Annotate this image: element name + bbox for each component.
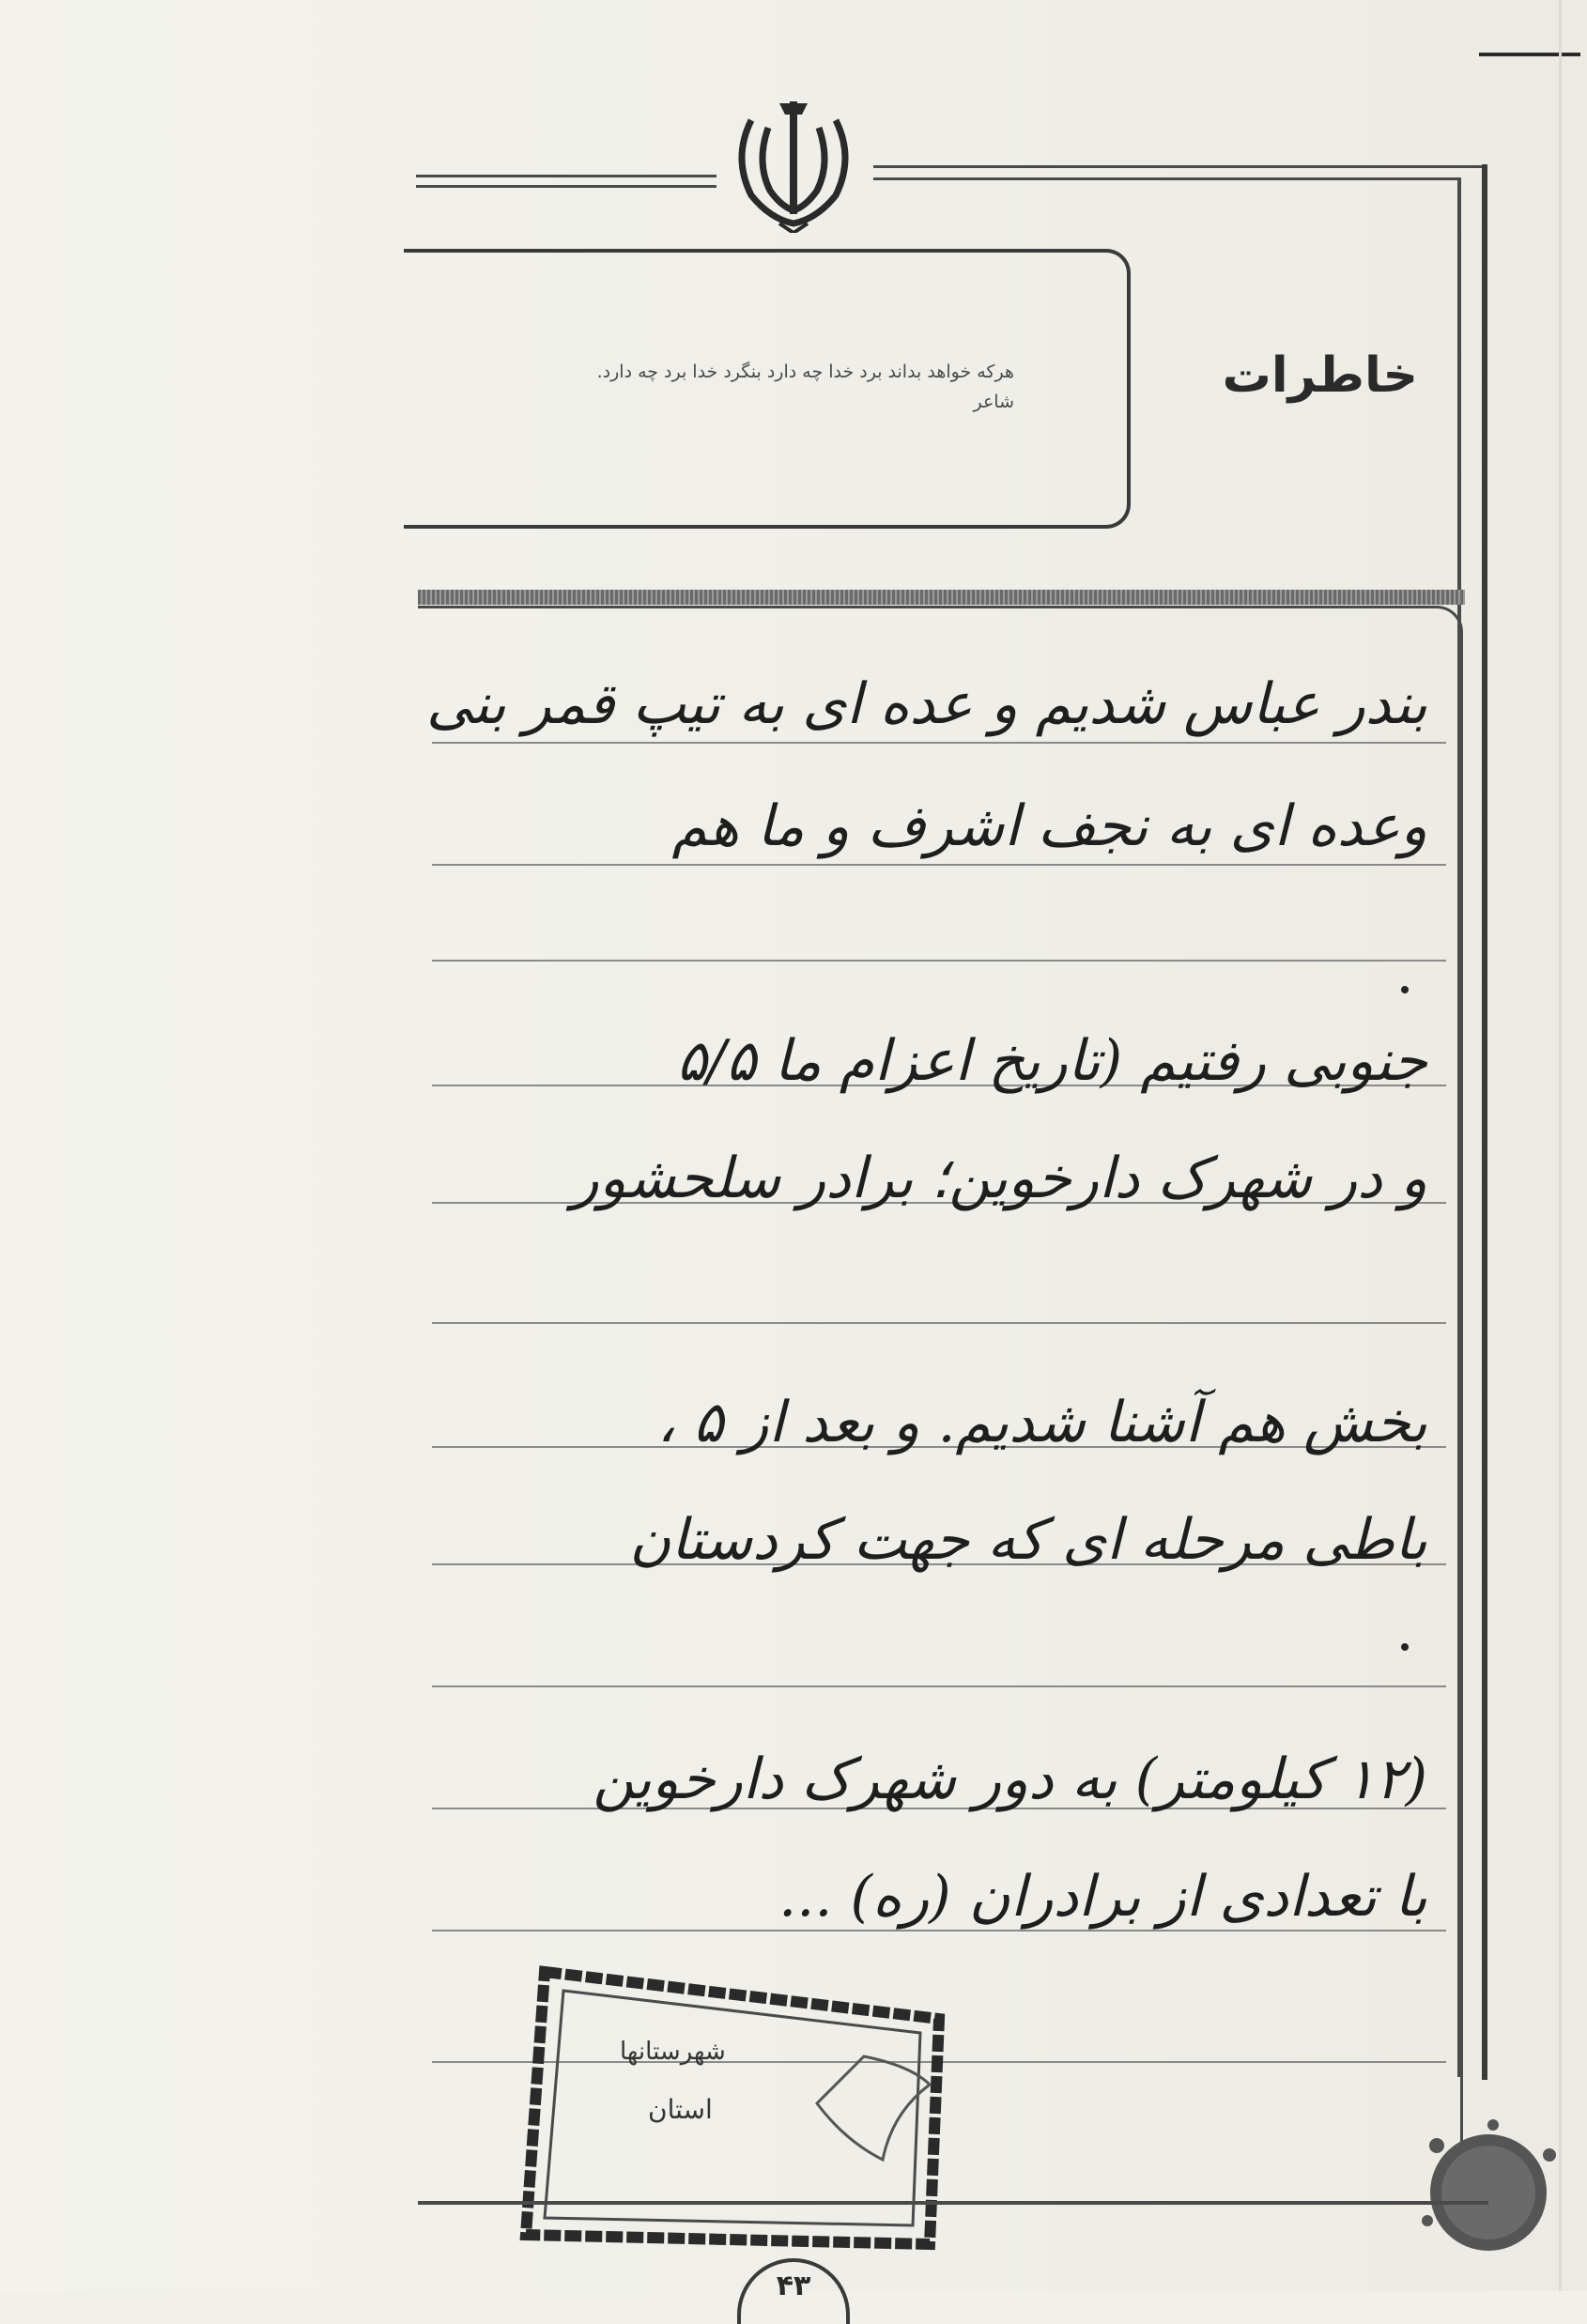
ink-blot [1409,2108,1568,2268]
handwritten-line-2: وعده ای به نجف اشرف و ما هم [671,793,1427,859]
ruled-line [432,1685,1446,1687]
quote-line: هرکه خواهد بداند برد خدا چه دارد بنگرد خدا برد چه دارد. [596,362,1014,382]
ruled-line [432,1322,1446,1324]
official-stamp [488,1953,995,2254]
handwritten-line-6: باطی مرحله ای که جهت کردستان [629,1507,1427,1573]
ruled-line [432,1930,1446,1932]
ink-dot [1401,986,1409,993]
ink-dot [1401,1643,1409,1651]
national-emblem-icon [723,83,864,233]
handwritten-line-4: و در شهرک دارخوین؛ برادر سلحشور [571,1146,1427,1211]
ruled-line [432,864,1446,866]
quote-text [413,357,1014,417]
header-rule-right-1 [873,165,1487,168]
handwritten-line-5: بخش هم آشنا شدیم. و بعد از ۵ ، [656,1390,1427,1455]
page-title: خاطرات [1222,347,1418,404]
stamp-text-line-1: شهرستانها [620,2038,726,2066]
header-rule-left-2 [416,185,716,188]
stamp-text-line-2: استان [648,2094,713,2125]
handwritten-line-1: بندر عباس شدیم و عده ای به تیپ قمر بنی [426,671,1427,737]
header-rule-left-1 [416,175,716,177]
header-separator-band [418,590,1465,605]
header-rule-right-2 [873,177,1461,180]
footer-rule [418,2201,1488,2205]
handwritten-line-8: با تعدادی از برادران (ره) ... [778,1864,1427,1930]
top-edge-line [1479,53,1580,56]
ruled-line [432,742,1446,744]
page-right-edge [1559,0,1562,2291]
ruled-line [432,960,1446,962]
quote-author: شاعر [973,392,1014,412]
page-number: ۴۳ [737,2258,850,2324]
handwritten-line-3: جنوبی رفتیم (تاریخ اعزام ما ۵/۵ [676,1028,1427,1094]
frame-right-outer-border [1482,164,1487,2080]
handwritten-line-7: (۱۲ کیلومتر) به دور شهرک دارخوین [593,1747,1427,1812]
